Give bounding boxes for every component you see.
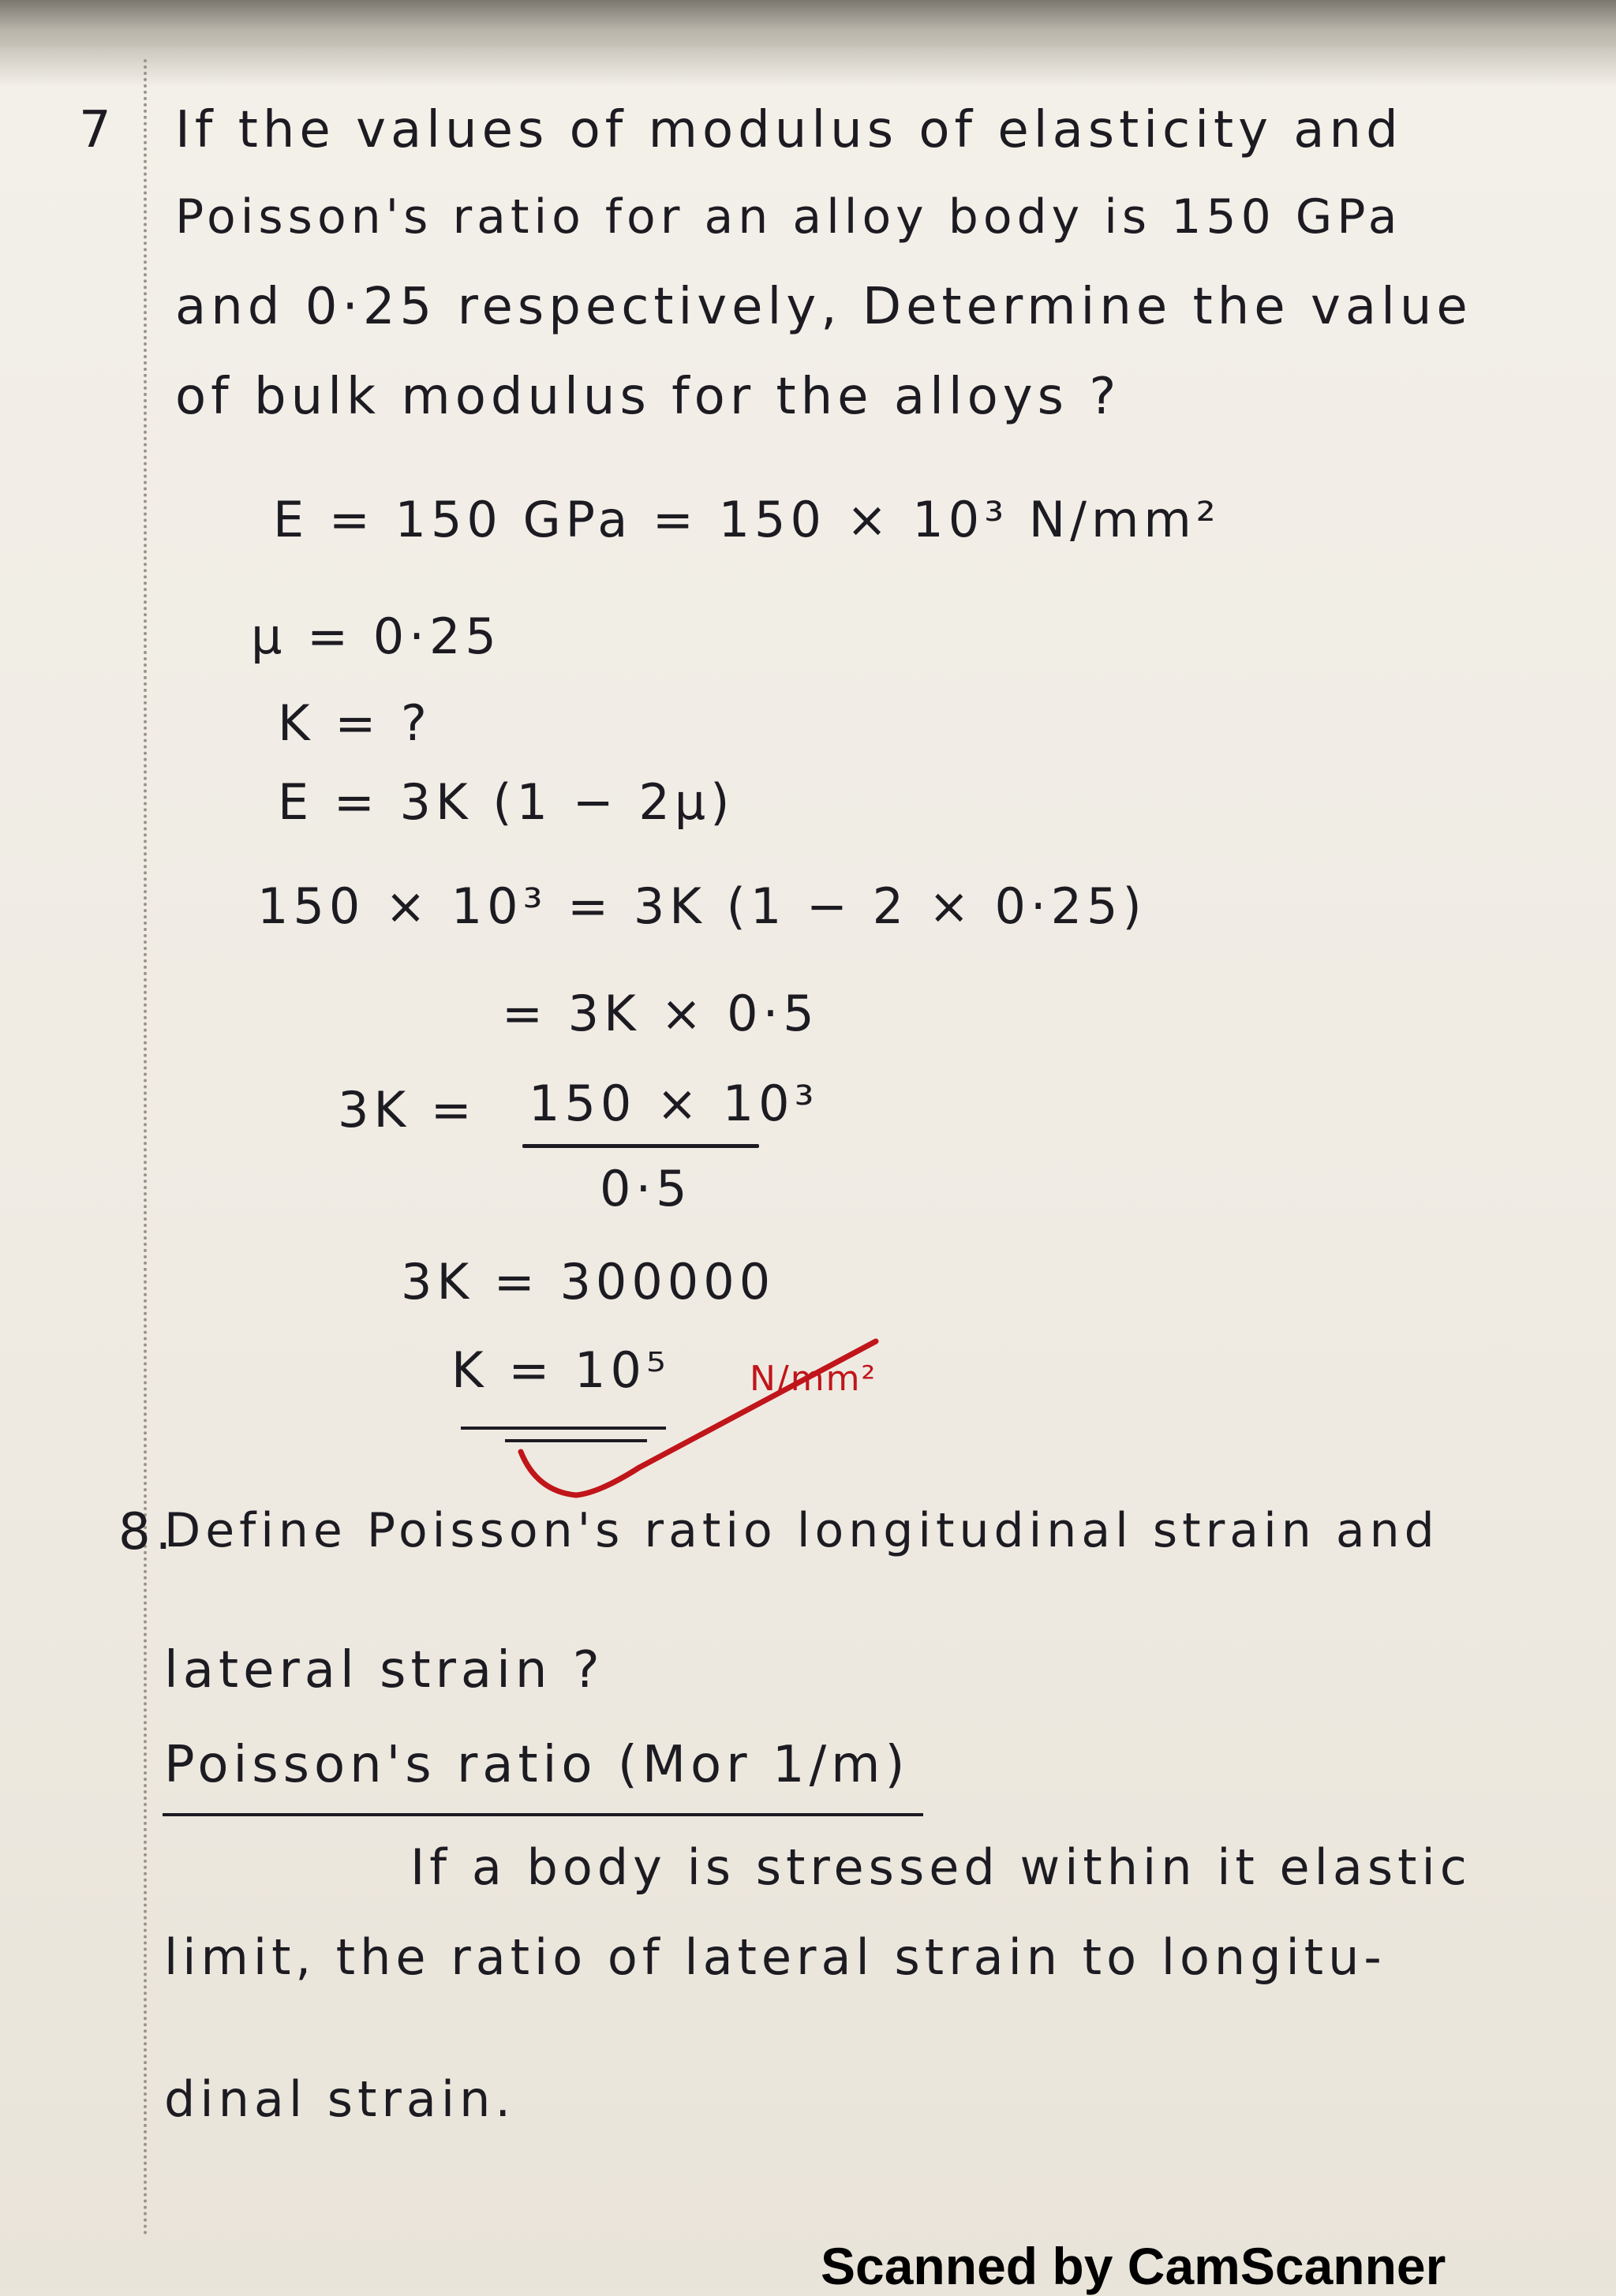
find-k: K = ? [278,694,432,752]
heading-underline [163,1813,923,1816]
question-8-line-2: lateral strain ? [164,1641,604,1700]
question-7-line-4: of bulk modulus for the alloys ? [175,368,1121,426]
page-edge-shadow [0,0,1616,87]
given-e: E = 150 GPa = 150 × 10³ N/mm² [273,491,1221,548]
answer-line-2: limit, the ratio of lateral strain to longitu- [164,1928,1386,1986]
fraction-bar [522,1144,759,1148]
question-7-line-2: Poisson's ratio for an alloy body is 150 GPa [175,189,1402,245]
question-7-number: 7 [79,101,116,159]
question-8-number: 8. [118,1503,177,1561]
margin-line [144,59,150,2237]
red-check-mark [505,1326,915,1507]
answer-line-1: If a body is stressed within it elastic [410,1838,1472,1896]
question-7-line-3: and 0·25 respectively, Determine the value [175,278,1472,336]
three-k-value: 3K = 300000 [401,1253,776,1311]
question-7-line-1: If the values of modulus of elasticity and [175,101,1403,159]
three-k-lhs: 3K = [338,1081,477,1139]
fraction-denominator: 0·5 [600,1160,692,1217]
poissons-ratio-heading: Poisson's ratio (Mor 1/m) [164,1736,910,1794]
teacher-unit-correction: N/mm² [750,1359,877,1399]
substitution-line: 150 × 10³ = 3K (1 − 2 × 0·25) [257,877,1147,935]
answer-line-3: dinal strain. [164,2070,516,2128]
fraction-numerator: 150 × 10³ [529,1075,819,1132]
simplify-line: = 3K × 0·5 [502,985,819,1042]
camscanner-watermark: Scanned by CamScanner [821,2237,1446,2295]
question-8-line-1: Define Poisson's ratio longitudinal strain and [164,1503,1439,1558]
formula: E = 3K (1 − 2μ) [278,773,735,831]
k-value: K = 10⁵ [451,1341,671,1399]
given-mu: μ = 0·25 [251,608,501,665]
